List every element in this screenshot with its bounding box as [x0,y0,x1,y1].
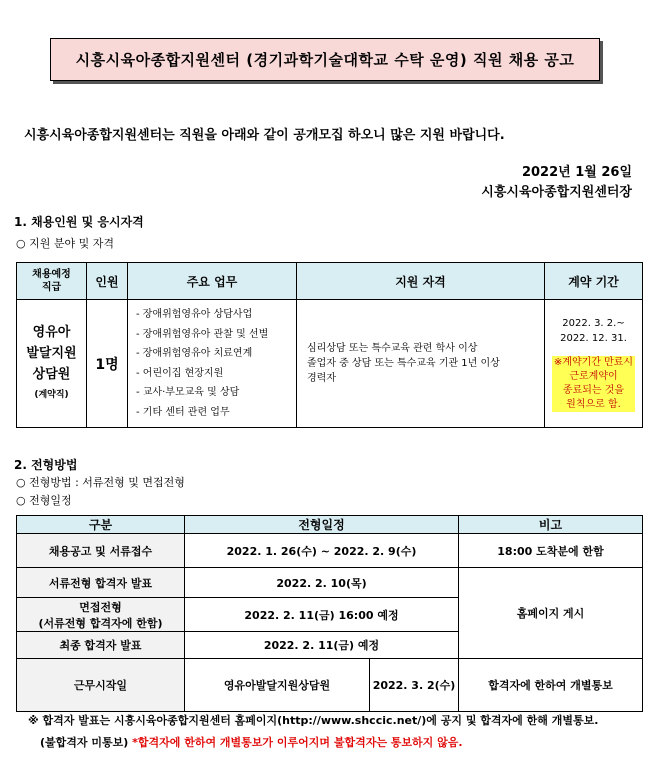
list-item: - 장애위험영유아 치료연계 [136,348,253,359]
notice-line1: ※ 합격자 발표는 시흥시육아종합지원센터 홈페이지(http://www.shccic.net/)에 공지 및 합격자에 한해 개별통보. [28,714,599,727]
section1-bullet: ○ 지원 분야 및 자격 [16,237,114,250]
count-cell: 1명 [87,300,128,428]
position-type: (계약직) [34,389,69,400]
table-header-row [17,516,643,534]
qualification-line3: 경력자 [307,373,336,384]
page-title: 시흥시육아종합지원센터 (경기과학기술대학교 수탁 운영) 직원 채용 공고 [50,38,600,81]
header-position [17,263,87,300]
qualification-line2: 졸업자 중 상담 또는 특수교육 기관 1년 이상 [307,358,500,369]
period-note [552,356,635,412]
header-period: 계약 기간 [545,263,643,300]
signature: 시흥시육아종합지원센터장 [481,185,632,200]
section2-title: 2. 전형방법 [14,458,78,472]
header-position-line2: 직급 [41,282,62,293]
category-cell: 채용공고 및 서류접수 [17,534,185,568]
position-line3: 상담원 [32,366,71,382]
table-row [17,534,643,568]
header-schedule: 전형일정 [185,516,459,534]
category-line2: (서류전형 합격자에 한함) [38,616,163,630]
list-item: - 장애위험영유아 관찰 및 선별 [136,328,269,340]
header-count: 인원 [87,263,128,300]
category-cell: 최종 합격자 발표 [17,632,185,659]
period-note-line: 원칙으로 함. [566,398,621,410]
qualification-line1: 심리상담 또는 특수교육 관련 학사 이상 [307,343,478,354]
notice-black-text: (불합격자 미통보) [40,736,129,749]
duties-list [128,305,296,422]
category-cell: 근무시작일 [17,659,185,712]
period-line1: 2022. 3. 2.~ [562,317,625,329]
period-cell [545,300,643,428]
recruitment-table [16,262,643,428]
schedule-cell: 2022. 2. 11(금) 예정 [185,632,459,659]
period-note-line: 근로계약이 [569,370,618,382]
schedule-cell: 2022. 1. 26(수) ~ 2022. 2. 9(수) [185,534,459,568]
position-line2: 발달지원 [26,345,77,361]
remark-cell: 홈페이지 게시 [459,568,643,659]
header-position-line1: 채용예정 [32,269,71,280]
table-header-row [17,263,643,300]
table-row [17,659,643,712]
list-item: - 장애위험영유아 상담사업 [136,309,253,320]
notice-red-text: *합격자에 한하여 개별통보가 이루어지며 불합격자는 통보하지 않음. [132,736,463,749]
category-cell [17,598,185,632]
section2-bullet-schedule: ○ 전형일정 [16,494,72,507]
position-line1: 영유아 [32,324,71,340]
schedule-cell: 2022. 2. 11(금) 16:00 예정 [185,598,459,632]
remark-cell: 18:00 도착분에 한함 [459,534,643,568]
list-item: - 기타 센터 관련 업무 [136,406,230,418]
header-duties: 주요 업무 [128,263,297,300]
notice-line2 [40,734,463,750]
period-note-line: ※계약기간 만료시 [553,356,634,368]
section1-title: 1. 채용인원 및 응시자격 [14,215,144,229]
category-cell: 서류전형 합격자 발표 [17,568,185,598]
header-qualification: 지원 자격 [297,263,545,300]
table-row [17,568,643,598]
list-item: - 교사·부모교육 및 상담 [136,387,240,398]
schedule-cell: 2022. 2. 10(목) [185,568,459,598]
remark-cell: 합격자에 한하여 개별통보 [459,659,643,712]
header-category: 구분 [17,516,185,534]
category-line1: 면접전형 [79,600,122,614]
schedule-cell: 영유아발달지원상담원 [185,659,370,712]
qualification-cell [297,300,545,428]
position-cell [17,300,87,428]
table-row [17,300,643,428]
schedule-cell: 2022. 3. 2(수) [370,659,459,712]
list-item: - 어린이집 현장지원 [136,367,224,379]
section2-bullet-method: ○ 전형방법 : 서류전형 및 면접전형 [16,476,185,489]
period-note-line: 종료되는 것을 [562,384,625,396]
announcement-date: 2022년 1월 26일 [521,165,632,180]
header-remark: 비고 [459,516,643,534]
period-line2: 2022. 12. 31. [560,332,627,344]
duties-cell [128,300,297,428]
intro-text: 시흥시육아종합지원센터는 직원을 아래와 같이 공개모집 하오니 많은 지원 바랍니다. [24,128,505,143]
schedule-table [16,515,643,712]
